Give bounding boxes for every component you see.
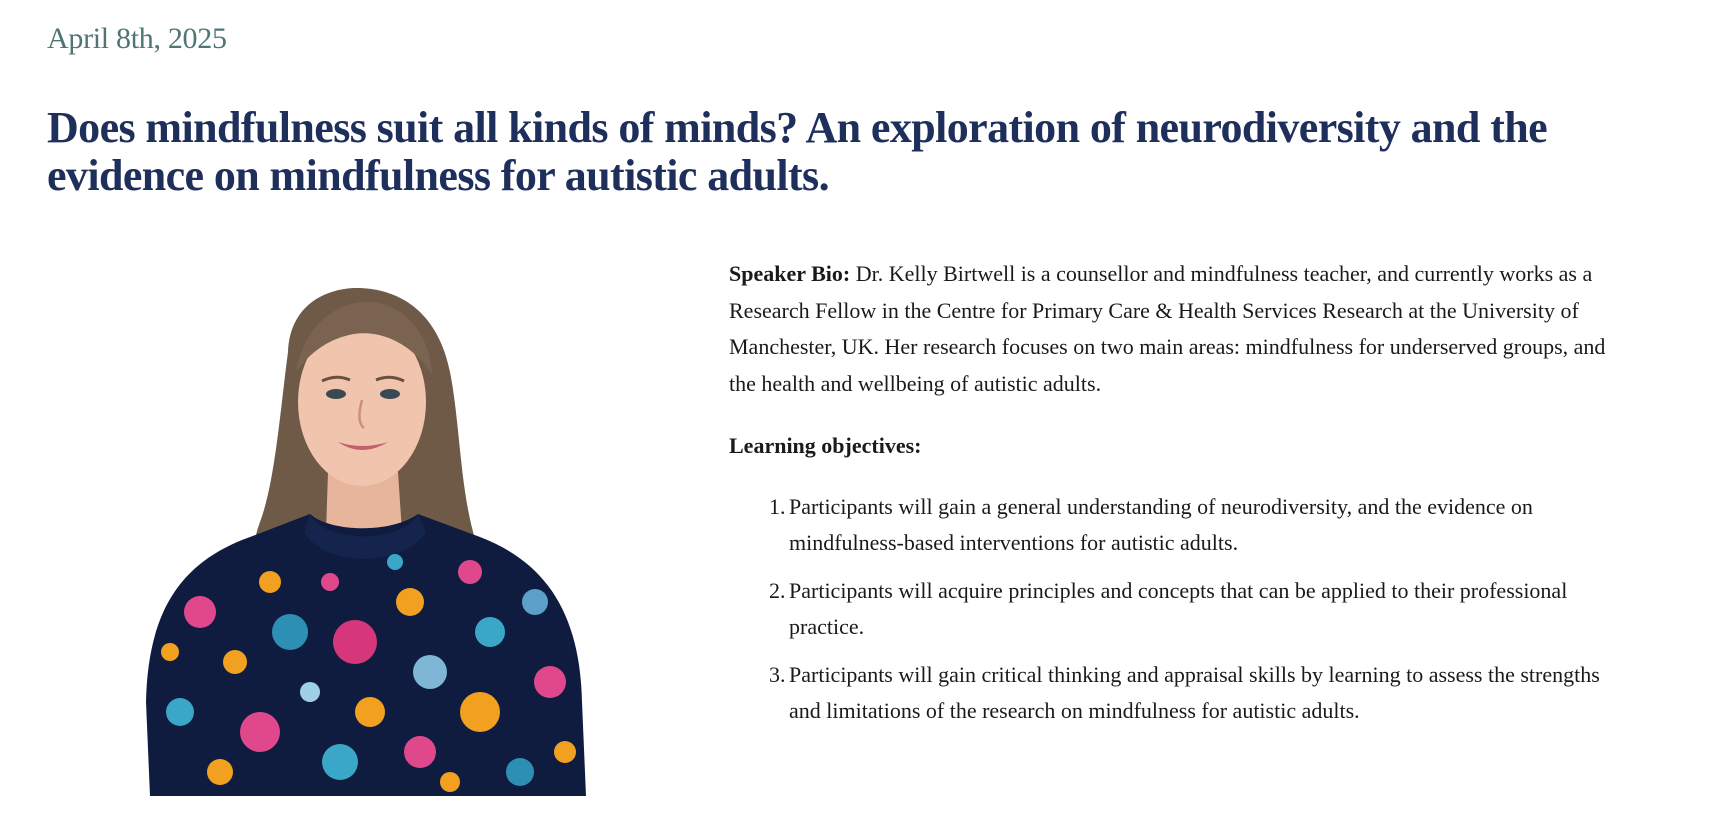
list-item <box>769 657 1629 730</box>
list-item <box>769 489 1629 562</box>
list-item-number: 1. <box>769 493 786 519</box>
list-item <box>769 573 1629 646</box>
speaker-bio <box>729 256 1629 402</box>
event-date: April 8th, 2025 <box>47 22 227 55</box>
bio-label: Speaker Bio: <box>729 261 851 286</box>
list-item-text: Participants will acquire principles and concepts that can be applied to their professional practice. <box>789 577 1568 639</box>
bio-text: Dr. Kelly Birtwell is a counsellor and mindfulness teacher, and currently works as a Research Fellow in the Centre for Primary Care & Health Services Research at the University of Manchester, UK. Her research focuses on two main areas: mindfulness for underserved groups, and the health and wellbeing of autistic adults. <box>729 261 1606 396</box>
page-title <box>47 104 1647 200</box>
learning-objectives-list <box>729 489 1629 730</box>
list-item-number: 2. <box>769 577 786 603</box>
list-item-text: Participants will gain critical thinking and appraisal skills by learning to assess the strengths and limitations of the research on mindfulness for autistic adults. <box>789 661 1600 723</box>
list-item-text: Participants will gain a general understanding of neurodiversity, and the evidence on mindfulness-based interventions for autistic adults. <box>789 493 1533 555</box>
title-bold: Does mindfulness suit all kinds of minds? <box>47 103 798 152</box>
event-details <box>729 256 1629 741</box>
title-rest: An exploration of neurodiversity and the evidence on mindfulness for autistic adults. <box>47 103 1548 200</box>
list-item-number: 3. <box>769 661 786 687</box>
learning-objectives-heading: Learning objectives: <box>729 433 922 458</box>
speaker-photo <box>140 282 586 796</box>
